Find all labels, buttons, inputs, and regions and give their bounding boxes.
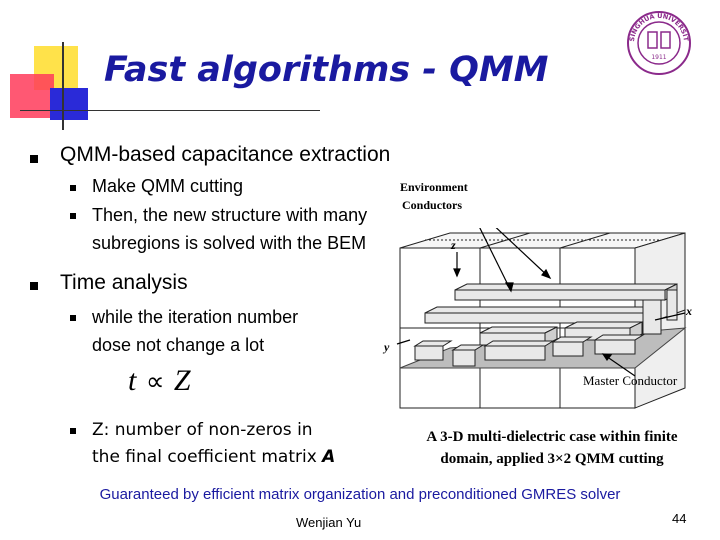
sub-bullet-marker bbox=[70, 185, 76, 191]
decor-square-red bbox=[10, 74, 54, 118]
page-number: 44 bbox=[672, 511, 687, 526]
formula-t: t bbox=[128, 364, 137, 397]
env-label-line1: Environment bbox=[400, 180, 468, 194]
bullet-marker bbox=[30, 155, 38, 163]
figure-caption-line1: A 3-D multi-dielectric case within finite bbox=[426, 429, 678, 445]
decor-line-horizontal bbox=[20, 110, 320, 111]
sub-bullet-z-line1: Z: number of non-zeros in bbox=[92, 420, 313, 440]
sub-bullet-marker bbox=[70, 213, 76, 219]
logo-text: SINGHUA UNIVERSIT bbox=[627, 11, 690, 42]
bullet-marker bbox=[30, 282, 38, 290]
proportional-formula bbox=[128, 364, 191, 398]
z-line2-text: the final coefficient matrix bbox=[92, 447, 323, 467]
matrix-a-label: A bbox=[322, 447, 336, 467]
env-label-line2: Conductors bbox=[402, 198, 463, 212]
decor-square-blue bbox=[50, 88, 88, 120]
footer-note: Guaranteed by efficient matrix organization and preconditioned GMRES solver bbox=[99, 486, 621, 503]
bullet-qmm-extraction: QMM-based capacitance extraction bbox=[60, 143, 391, 166]
sub-bullet-z-line2 bbox=[92, 444, 335, 470]
university-logo bbox=[626, 10, 692, 76]
axis-y-label: y bbox=[384, 340, 390, 354]
sub-bullet-new-structure-line1: Then, the new structure with many bbox=[92, 205, 368, 225]
qmm-3d-figure bbox=[385, 228, 695, 418]
figure-caption-line2: domain, applied 3×2 QMM cutting bbox=[440, 451, 664, 467]
decor-line-vertical bbox=[62, 42, 64, 130]
logo-year: 1911 bbox=[651, 54, 667, 61]
formula-proportional: ∝ bbox=[145, 367, 165, 396]
sub-bullet-new-structure-line2: subregions is solved with the BEM bbox=[92, 233, 367, 253]
sub-bullet-iteration-line1: while the iteration number bbox=[92, 307, 299, 327]
sub-bullet-marker bbox=[70, 428, 76, 434]
formula-z: Z bbox=[173, 364, 191, 397]
author-name: Wenjian Yu bbox=[296, 515, 362, 530]
bullet-time-analysis: Time analysis bbox=[60, 271, 188, 294]
sub-bullet-iteration-line2: dose not change a lot bbox=[92, 335, 265, 355]
master-conductor-label: Master Conductor bbox=[583, 373, 678, 388]
slide-title: Fast algorithms - QMM bbox=[104, 50, 549, 90]
sub-bullet-marker bbox=[70, 315, 76, 321]
axis-x-label: x bbox=[686, 304, 692, 318]
sub-bullet-qmm-cutting: Make QMM cutting bbox=[92, 176, 244, 196]
axis-z-label: z bbox=[451, 238, 456, 252]
svg-text:TSINGHUA UNIVERSITY bbox=[626, 10, 690, 42]
